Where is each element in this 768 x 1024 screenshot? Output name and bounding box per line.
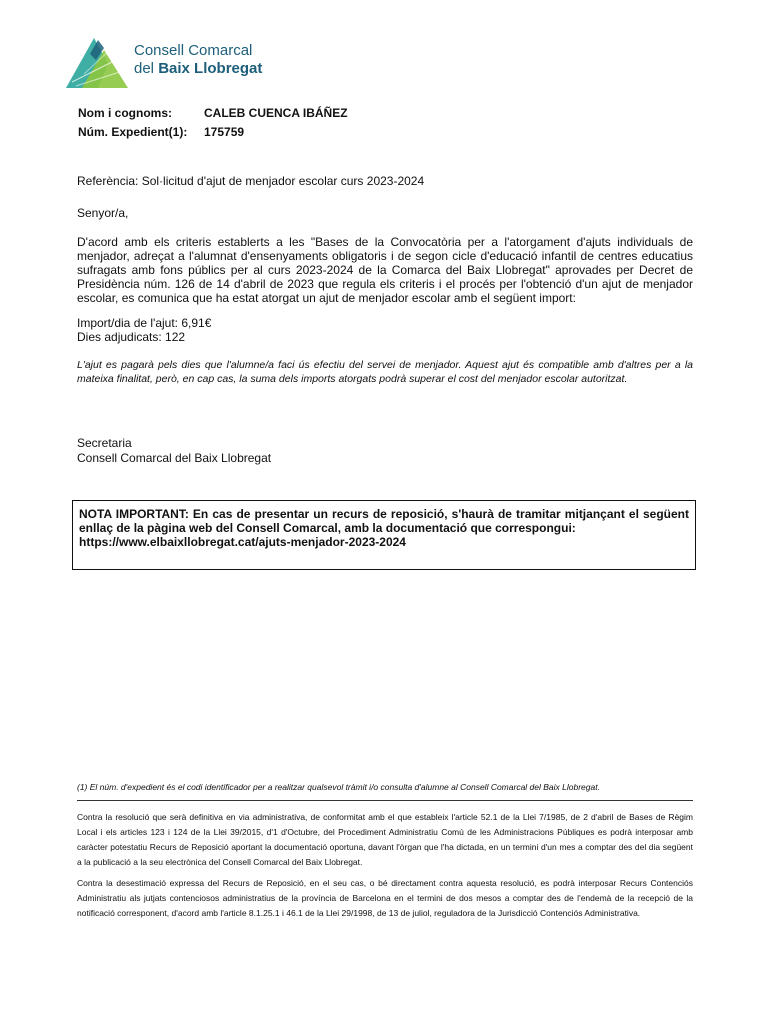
important-notice	[72, 500, 696, 570]
name-label: Nom i cognoms:	[78, 106, 173, 120]
notice-link[interactable]: https://www.elbaixllobregat.cat/ajuts-menjador-2023-2024	[79, 535, 406, 549]
legal-text-2: Contra la desestimació expressa del Recurs de Reposició, en el seu cas, o bé directament contra aquesta resolució, es podrà interposar Recurs Contenciós Administratiu als jutjats contenciosos administratius de la província de Barcelona en el termini de dos mesos a comptar des de l'endemà de la recepció de la notificació corresponent, d'acord amb l'article 8.1.25.1 i 46.1 de la Llei 29/1998, de 13 de juliol, reguladora de la Jurisdicció Contenciós Administrativa.	[77, 878, 693, 918]
footnote: (1) El núm. d'expedient és el codi identificador per a realitzar qualsevol tràmit i/o consulta d'alumne al Consell Comarcal del Baix Llobregat.	[77, 782, 600, 792]
notice-text: NOTA IMPORTANT: En cas de presentar un recurs de reposició, s'haurà de tramitar mitjançant el següent enllaç de la pàgina web del Consell Comarcal, amb la documentació que correspongui:	[79, 507, 689, 535]
signature-block	[77, 436, 693, 466]
greeting: Senyor/a,	[77, 206, 129, 220]
name-value: CALEB CUENCA IBÁÑEZ	[204, 106, 348, 120]
org-name-bold: Baix Llobregat	[158, 60, 263, 77]
days-line: Dies adjudicats: 122	[77, 330, 186, 344]
recipient-block	[78, 104, 348, 142]
signature-role: Secretaria	[77, 436, 132, 450]
org-name-line1: Consell Comarcal	[134, 42, 253, 59]
import-line: Import/dia de l'ajut: 6,91€	[77, 316, 212, 330]
logo-mountains-icon	[64, 34, 130, 90]
reference-line: Referència: Sol·licitud d'ajut de menjador escolar curs 2023-2024	[77, 174, 425, 188]
footer-divider	[77, 800, 693, 801]
payment-note: L'ajut es pagarà pels dies que l'alumne/a faci ús efectiu del servei de menjador. Aquest ajut és compatible amb d'altres per a la mateixa finalitat, però, en cap cas, la suma dels imports atorgats podrà superar el cost del menjador escolar autoritzat.	[77, 359, 693, 385]
signature-org: Consell Comarcal del Baix Llobregat	[77, 451, 272, 465]
org-logo	[64, 34, 264, 90]
letter-body: D'acord amb els criteris establerts a les "Bases de la Convocatòria per a l'atorgament d'ajuts individuals de menjador, adreçat a l'alumnat d'ensenyaments obligatoris i de segon cicle d'educació infantil de centres educatius sufragats amb fons públics per al curs 2023-2024 de la Comarca del Baix Llobregat" aprovades per Decret de Presidència núm. 126 de 14 d'abril de 2023 que regula els criteris i el procés per l'obtenció d'un ajut de menjador escolar, es comunica que ha estat atorgat un ajut de menjador escolar amb el següent import:	[77, 235, 693, 305]
legal-text-1: Contra la resolució que serà definitiva en via administrativa, de conformitat amb el que estableix l'article 52.1 de la Llei 7/1985, de 2 d'abril de Bases de Règim Local i els articles 123 i 124 de la Llei 39/2015, d'1 d'Octubre, del Procediment Administratiu Comú de les Administracions Públiques es podrà interposar amb caràcter potestatiu Recurs de Reposició aportant la documentació oportuna, davant l'òrgan que l'ha dictada, en un termini d'un mes a comptar des del dia següent a la publicació a la seu electrònica del Consell Comarcal del Baix Llobregat.	[77, 812, 693, 867]
file-value: 175759	[204, 125, 245, 139]
org-name-line2	[134, 60, 262, 78]
file-row	[78, 123, 348, 142]
org-name-prefix: del	[134, 60, 155, 77]
org-name	[134, 42, 262, 78]
file-label: Núm. Expedient(1):	[78, 125, 188, 139]
award-details	[77, 316, 693, 344]
name-row	[78, 104, 348, 123]
